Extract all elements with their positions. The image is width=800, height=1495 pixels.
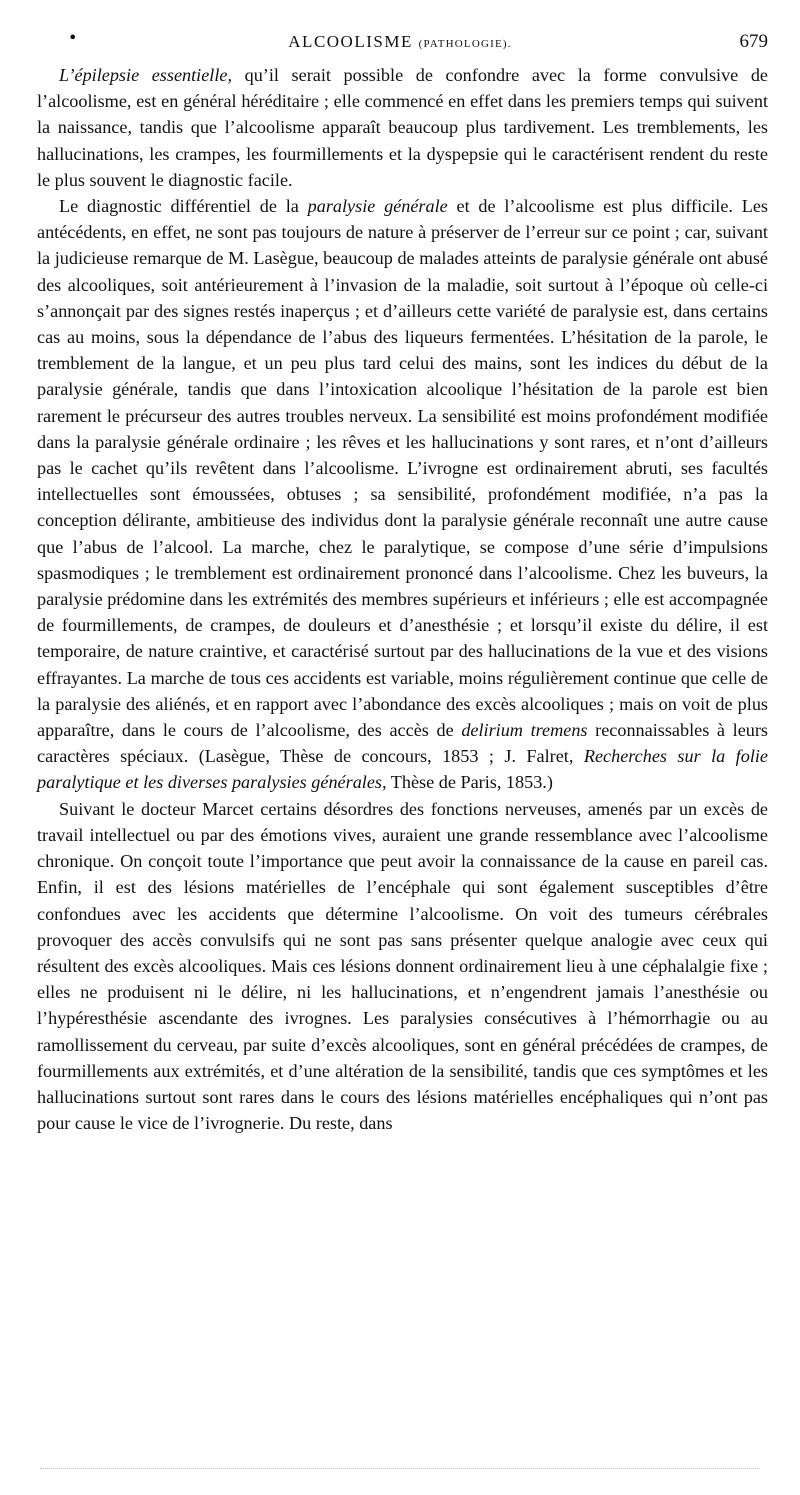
text-run: Suivant le docteur Marcet certains désordres des fonctions nerveuses, amenés par un excès de travail intellectuel ou par des émotions vives, auraient une grande ressemblance avec l’alcoolisme chronique. On conçoit toute l’importance que peut avoir la connaissance de la cause en pareil cas. Enfin, il est des lésions matérielles de l’encéphale qui sont également susceptibles d’être confondues avec les accidents que détermine l’alcoolisme. On voit des tumeurs cérébrales provoquer des accès convulsifs qui ne sont pas sans présenter quelque analogie avec ceux qui résultent des excès alcooliques. Mais ces lésions donnent ordinairement lieu à une céphalalgie fixe ; elles ne produisent ni le délire, ni les hallucinations, et n’engendrent jamais l’anesthésie ou l’hypéresthésie ascendante des ivrognes. Les paralysies consécutives à l’hémorrhagie ou au ramollissement du cerveau, par suite d’excès alcooliques, sont en général précédées de crampes, de fourmillements aux extrémités, et d’une altération de la sensibilité, tandis que ces symptômes et les hallucinations surtout sont rares dans le cours des lésions matérielles encéphaliques qui n’ont pas pour cause le vice de l’ivrognerie. Du reste, dans (37, 798, 768, 1134)
paragraph-paralysie-generale (37, 193, 768, 796)
italic-run: paralysie générale (307, 196, 448, 217)
italic-run: L’épilepsie essentielle, (59, 65, 233, 85)
italic-run: delirium tremens (461, 720, 588, 741)
text-run: Le diagnostic différentiel de la (59, 196, 308, 217)
italic-run: Recherches sur la folie paralytique et les diverses paralysies générales, (37, 746, 768, 793)
page-number: 679 (739, 31, 768, 52)
text-run: qu’il serait possible de confondre avec la forme convulsive de l’alcoolisme, est en général héréditaire ; elle commencé en effet dans les premiers temps qui suivent la naissance, tandis que l’alcoolisme apparaît beaucoup plus tardivement. Les tremblements, les hallucinations, les crampes, les fourmillements et la dyspepsie qui le caractérisent rendent du reste le plus souvent le diagnostic facile. (37, 65, 768, 190)
page-header (0, 28, 800, 58)
paragraph-marcet (37, 796, 768, 1137)
header-mark: • (68, 28, 78, 47)
footer-rule (40, 1468, 760, 1475)
running-head-section: (PATHOLOGIE). (418, 38, 512, 50)
body-text (37, 62, 768, 1136)
paragraph-epilepsie (37, 62, 768, 193)
text-run: et de l’alcoolisme est plus difficile. Les antécédents, en effet, ne sont pas toujours de nature à préserver de l’erreur sur ce point ; car, suivant la judicieuse remarque de M. Lasègue, beaucoup de malades atteints de paralysie générale ont abusé des alcooliques, soit antérieurement à l’invasion de la maladie, soit surtout à l’époque où celle-ci s’annonçait par des signes restés inaperçus ; et d’ailleurs cette variété de paralysie est, dans certains cas au moins, sous la dépendance de l’abus des liqueurs fermentées. L’hésitation de la parole, le tremblement de la langue, et un peu plus tard celui des mains, sont les indices du début de la paralysie générale, tandis que dans l’intoxication alcoolique l’hésitation de la parole est bien rarement le précurseur des autres troubles nerveux. La sensibilité est moins profondément modifiée dans la paralysie générale ordinaire ; les rêves et les hallucinations y sont rares, et n’ont d’ailleurs pas le cachet qu’ils revêtent dans l’alcoolisme. L’ivrogne est ordinairement abruti, ses facultés intellectuelles sont émoussées, obtuses ; sa sensibilité, profondément modifiée, n’a pas la conception délirante, ambitieuse des individus dont la paralysie générale reconnaît une autre cause que l’abus de l’alcool. La marche, chez le paralytique, se compose d’une série d’impulsions spasmodiques ; le tremblement est ordinairement prononcé dans l’alcoolisme. Chez les buveurs, la paralysie prédomine dans les extrémités des membres supérieurs et inférieurs ; elle est accompagnée de fourmillements, de crampes, de douleurs et d’anesthésie ; et lorsqu’il existe du délire, il est temporaire, de nature craintive, et caractérisé surtout par des hallucinations de la vue et des visions effrayantes. La marche de tous ces accidents est variable, moins régulièrement continue que celle de la paralysie des aliénés, et en rapport avec l’abondance des excès alcooliques ; mais on voit de plus apparaître, dans le cours de l’alcoolisme, des accès de (37, 196, 768, 741)
text-run: reconnaissables à leurs caractères spéciaux. (Lasègue, Thèse de concours, 1853 ; J. Falret, (37, 720, 768, 767)
running-head (0, 30, 800, 56)
text-run: Thèse de Paris, 1853.) (386, 772, 553, 793)
running-head-title: ALCOOLISME (288, 32, 413, 51)
